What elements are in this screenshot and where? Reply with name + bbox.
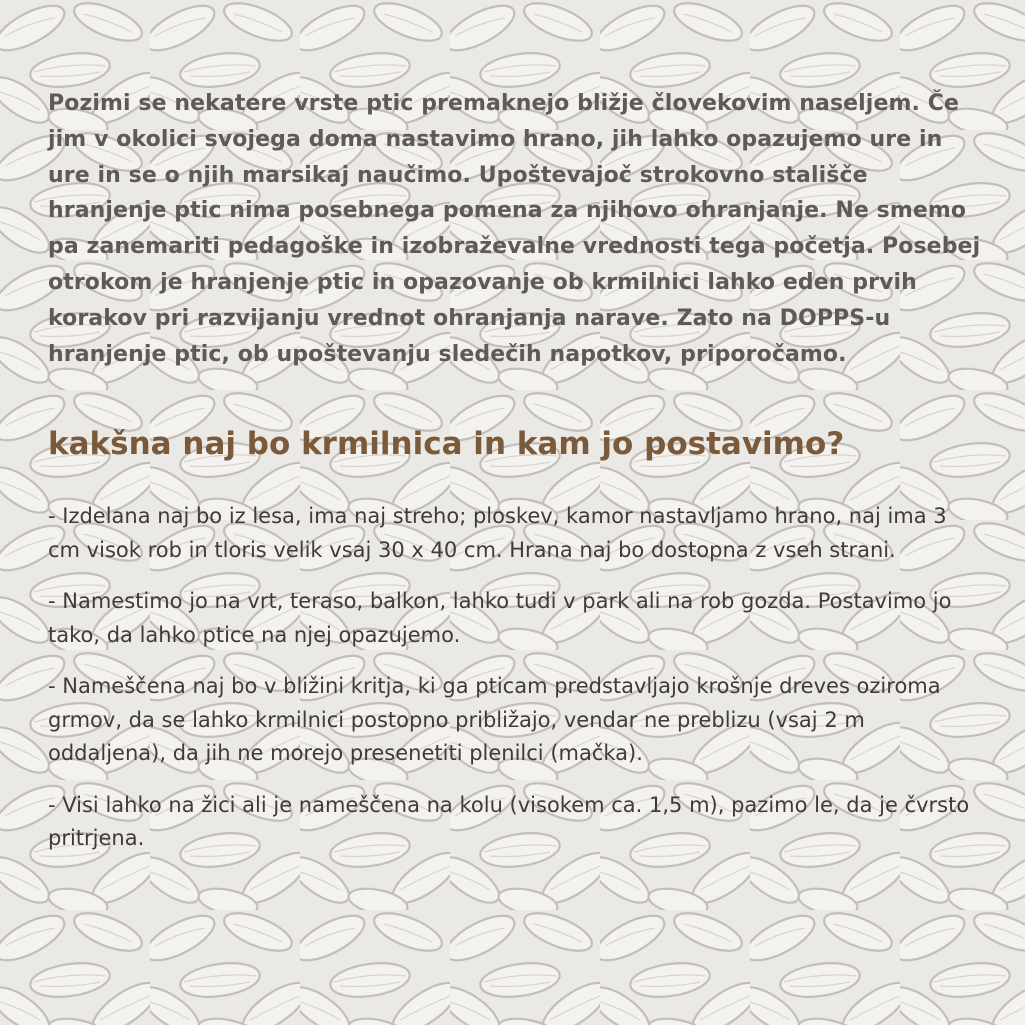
list-item: - Namestimo jo na vrt, teraso, balkon, lahko tudi v park ali na rob gozda. Postavimo jo tako, da lahko ptice na njej opazujemo.	[48, 589, 952, 647]
section-heading: kakšna naj bo krmilnica in kam jo postavimo?	[48, 426, 845, 463]
intro-paragraph: Pozimi se nekatere vrste ptic premaknejo bližje človekovim naseljem. Če jim v okolici svojega doma nastavimo hrano, jih lahko opazujemo ure in ure in se o njih marsikaj naučimo. Upoštevajoč strokovno stališče hranjenje ptic nima posebnega pomena za njihovo ohranjanje. Ne smemo pa zanemariti pedagoške in izobraževalne vrednosti tega početja. Posebej otrokom je hranjenje ptic in opazovanje ob krmilnici lahko eden prvih korakov pri razvijanju vrednot ohranjanja narave. Zato na DOPPS-u hranjenje ptic, ob upoštevanju sledečih napotkov, priporočamo.	[48, 91, 981, 367]
list-item: - Izdelana naj bo iz lesa, ima naj streho; ploskev, kamor nastavljamo hrano, naj ima 3 cm visok rob in tloris velik vsaj 30 x 40 cm. Hrana naj bo dostopna z vseh strani.	[48, 504, 947, 562]
list-item: - Nameščena naj bo v bližini kritja, ki ga pticam predstavljajo krošnje dreves oziroma grmov, da se lahko krmilnici postopno približajo, vendar ne preblizu (vsaj 2 m oddaljena), da jih ne morejo presenetiti plenilci (mačka).	[48, 674, 941, 766]
page-content	[48, 86, 983, 874]
list-item: - Visi lahko na žici ali je nameščena na kolu (visokem ca. 1,5 m), pazimo le, da je čvrsto pritrjena.	[48, 792, 970, 851]
instruction-list	[48, 500, 983, 856]
